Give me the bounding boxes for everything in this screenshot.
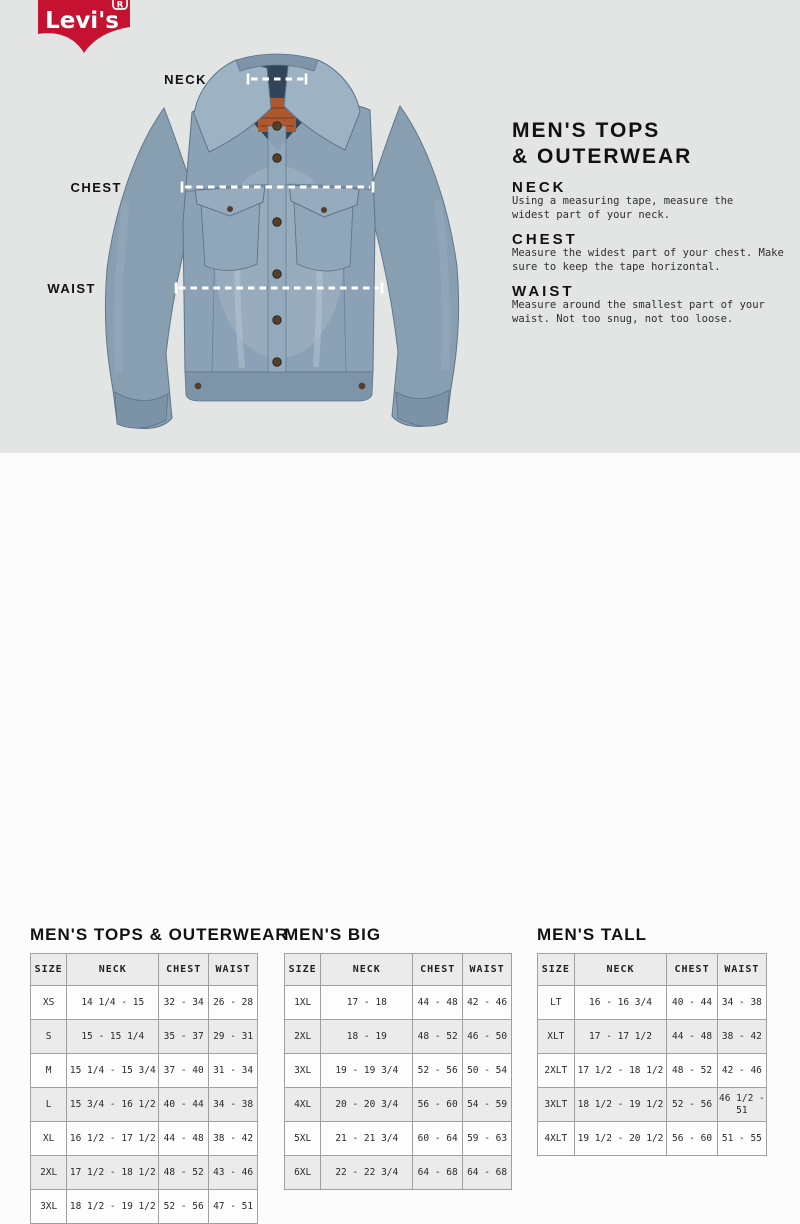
table-row <box>31 986 258 1020</box>
column-header: SIZE <box>538 954 575 986</box>
size-cell: 4XLT <box>538 1122 575 1156</box>
column-header: CHEST <box>159 954 209 986</box>
measurement-cell: 18 - 19 <box>321 1020 413 1054</box>
table-row <box>31 1088 258 1122</box>
table-title: MEN'S TOPS & OUTERWEAR <box>30 925 289 944</box>
measurement-cell: 17 1/2 - 18 1/2 <box>67 1156 159 1190</box>
measurement-cell: 56 - 60 <box>667 1122 717 1156</box>
size-cell: XS <box>31 986 67 1020</box>
column-header: CHEST <box>413 954 463 986</box>
table-row <box>285 1054 512 1088</box>
table-title: MEN'S BIG <box>284 925 382 944</box>
waist-guide-heading: WAIST <box>512 283 575 300</box>
waist-guide-section <box>512 284 800 326</box>
chest-guide-section <box>512 232 800 274</box>
measurement-cell: 47 - 51 <box>209 1190 258 1224</box>
right-flap-button <box>321 207 327 213</box>
table-row <box>31 1054 258 1088</box>
header-row <box>538 954 767 986</box>
table-row <box>31 1156 258 1190</box>
measurement-cell: 26 - 28 <box>209 986 258 1020</box>
measurement-cell: 44 - 48 <box>413 986 463 1020</box>
measurement-cell: 43 - 46 <box>209 1156 258 1190</box>
measurement-cell: 19 - 19 3/4 <box>321 1054 413 1088</box>
guide-title-line1: MEN'S TOPS <box>512 119 661 142</box>
measurement-cell: 52 - 56 <box>413 1054 463 1088</box>
column-header: NECK <box>67 954 159 986</box>
size-cell: 3XL <box>31 1190 67 1224</box>
size-cell: 6XL <box>285 1156 321 1190</box>
mens-tall-table-block <box>537 925 767 1156</box>
measurement-cell: 15 - 15 1/4 <box>67 1020 159 1054</box>
guide-title-line2: & OUTERWEAR <box>512 145 693 168</box>
guide-title <box>512 118 800 170</box>
column-header: NECK <box>574 954 667 986</box>
measurement-cell: 42 - 46 <box>717 1054 766 1088</box>
table-row <box>538 1122 767 1156</box>
size-cell: M <box>31 1054 67 1088</box>
column-header: WAIST <box>463 954 512 986</box>
measurement-cell: 64 - 68 <box>413 1156 463 1190</box>
measurement-cell: 60 - 64 <box>413 1122 463 1156</box>
size-cell: S <box>31 1020 67 1054</box>
column-header: WAIST <box>209 954 258 986</box>
mens-big-size-table <box>284 953 512 1190</box>
measurement-cell: 17 - 18 <box>321 986 413 1020</box>
measurement-cell: 51 - 55 <box>717 1122 766 1156</box>
size-cell: 2XLT <box>538 1054 575 1088</box>
measuring-guide <box>512 118 800 326</box>
button-placket <box>268 126 286 372</box>
tops-outerwear-size-table <box>30 953 258 1224</box>
chest-guide-text: Measure the widest part of your chest. Make <box>512 247 784 259</box>
waist-guide-text: waist. Not too snug, not too loose. <box>512 312 734 325</box>
chest-guide-heading: CHEST <box>512 231 578 248</box>
mens-big-table-block <box>284 925 512 1190</box>
measurement-cell: 16 - 16 3/4 <box>574 986 667 1020</box>
measurement-cell: 44 - 48 <box>159 1122 209 1156</box>
column-header: WAIST <box>717 954 766 986</box>
measurement-cell: 40 - 44 <box>159 1088 209 1122</box>
size-cell: XLT <box>538 1020 575 1054</box>
chest-diagram-label: CHEST <box>70 180 122 195</box>
measurement-cell: 19 1/2 - 20 1/2 <box>574 1122 667 1156</box>
measurement-cell: 46 1/2 - 51 <box>717 1088 766 1122</box>
size-cell: 4XL <box>285 1088 321 1122</box>
measurement-cell: 17 1/2 - 18 1/2 <box>574 1054 667 1088</box>
size-cell: 1XL <box>285 986 321 1020</box>
size-tables-section <box>0 453 800 1212</box>
measurement-cell: 54 - 59 <box>463 1088 512 1122</box>
neck-guide-text: widest part of your neck. <box>512 208 671 221</box>
measurement-cell: 37 - 40 <box>159 1054 209 1088</box>
size-cell: 3XLT <box>538 1088 575 1122</box>
table-row <box>285 1156 512 1190</box>
tops-outerwear-table-block <box>30 925 289 1224</box>
waist-measure-line <box>174 281 384 295</box>
measurement-cell: 46 - 50 <box>463 1020 512 1054</box>
neck-measure-line <box>246 72 308 86</box>
measurement-cell: 35 - 37 <box>159 1020 209 1054</box>
logo-wordmark: Levi's <box>45 8 119 34</box>
measurement-cell: 38 - 42 <box>209 1122 258 1156</box>
size-cell: 3XL <box>285 1054 321 1088</box>
size-cell: LT <box>538 986 575 1020</box>
measurement-cell: 56 - 60 <box>413 1088 463 1122</box>
measurement-cell: 20 - 20 3/4 <box>321 1088 413 1122</box>
neck-guide-section <box>512 180 800 222</box>
table-row <box>285 1088 512 1122</box>
neck-diagram-label: NECK <box>164 72 207 87</box>
column-header: SIZE <box>285 954 321 986</box>
table-row <box>538 1020 767 1054</box>
hero-section <box>0 0 800 453</box>
table-row <box>31 1020 258 1054</box>
neck-guide-heading: NECK <box>512 179 567 196</box>
table-row <box>538 1054 767 1088</box>
svg-text:R: R <box>116 0 124 11</box>
column-header: SIZE <box>31 954 67 986</box>
measurement-cell: 42 - 46 <box>463 986 512 1020</box>
size-cell: 5XL <box>285 1122 321 1156</box>
column-header: CHEST <box>667 954 717 986</box>
mens-tall-size-table <box>537 953 767 1156</box>
left-flap-button <box>227 206 233 212</box>
measurement-cell: 17 - 17 1/2 <box>574 1020 667 1054</box>
size-cell: 2XL <box>31 1156 67 1190</box>
jacket-illustration <box>86 52 478 430</box>
neck-guide-text: Using a measuring tape, measure the <box>512 195 734 207</box>
measurement-cell: 31 - 34 <box>209 1054 258 1088</box>
table-row <box>31 1190 258 1224</box>
measurement-cell: 18 1/2 - 19 1/2 <box>574 1088 667 1122</box>
measurement-cell: 52 - 56 <box>667 1088 717 1122</box>
chest-measure-line <box>180 180 375 194</box>
measurement-cell: 52 - 56 <box>159 1190 209 1224</box>
table-row <box>285 1122 512 1156</box>
table-row <box>285 1020 512 1054</box>
size-cell: L <box>31 1088 67 1122</box>
measurement-cell: 48 - 52 <box>667 1054 717 1088</box>
header-row <box>285 954 512 986</box>
measurement-cell: 50 - 54 <box>463 1054 512 1088</box>
table-row <box>285 986 512 1020</box>
table-row <box>538 986 767 1020</box>
measurement-cell: 21 - 21 3/4 <box>321 1122 413 1156</box>
measurement-cell: 44 - 48 <box>667 1020 717 1054</box>
header-row <box>31 954 258 986</box>
measurement-cell: 34 - 38 <box>717 986 766 1020</box>
table-title: MEN'S TALL <box>537 925 648 944</box>
measurement-cell: 48 - 52 <box>159 1156 209 1190</box>
measurement-cell: 18 1/2 - 19 1/2 <box>67 1190 159 1224</box>
column-header: NECK <box>321 954 413 986</box>
measurement-cell: 64 - 68 <box>463 1156 512 1190</box>
measurement-cell: 29 - 31 <box>209 1020 258 1054</box>
waist-guide-text: Measure around the smallest part of your <box>512 299 765 311</box>
table-row <box>31 1122 258 1156</box>
waist-diagram-label: WAIST <box>47 281 96 296</box>
measurement-cell: 15 1/4 - 15 3/4 <box>67 1054 159 1088</box>
measurement-cell: 22 - 22 3/4 <box>321 1156 413 1190</box>
measurement-cell: 48 - 52 <box>413 1020 463 1054</box>
size-cell: 2XL <box>285 1020 321 1054</box>
measurement-cell: 16 1/2 - 17 1/2 <box>67 1122 159 1156</box>
measurement-cell: 59 - 63 <box>463 1122 512 1156</box>
table-row <box>538 1088 767 1122</box>
hem-button-right <box>359 383 366 390</box>
chest-guide-text: sure to keep the tape horizontal. <box>512 260 721 273</box>
measurement-cell: 40 - 44 <box>667 986 717 1020</box>
measurement-cell: 14 1/4 - 15 <box>67 986 159 1020</box>
measurement-cell: 15 3/4 - 16 1/2 <box>67 1088 159 1122</box>
jacket-hem-band <box>185 372 373 401</box>
hem-button-left <box>195 383 202 390</box>
measurement-cell: 38 - 42 <box>717 1020 766 1054</box>
measurement-cell: 34 - 38 <box>209 1088 258 1122</box>
measurement-cell: 32 - 34 <box>159 986 209 1020</box>
size-cell: XL <box>31 1122 67 1156</box>
levis-logo <box>38 0 131 58</box>
